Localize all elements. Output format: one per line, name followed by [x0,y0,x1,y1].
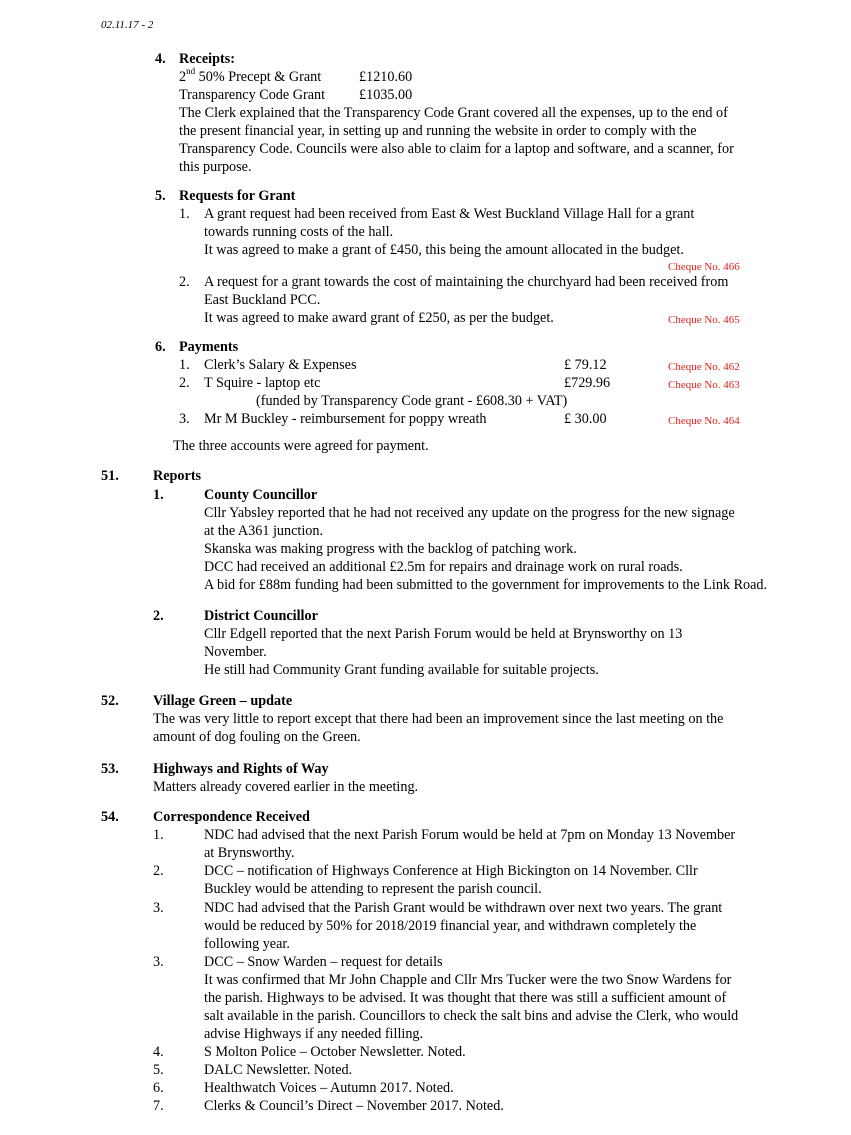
payments-summary: The three accounts were agreed for payment. [173,438,429,454]
correspondence-line: advise Highways if any needed filling. [204,1026,424,1042]
correspondence-line: DCC – Snow Warden – request for details [204,954,443,970]
correspondence-line: DALC Newsletter. Noted. [204,1062,353,1078]
item-number: 4. [153,1044,164,1060]
grant-text: A grant request had been received from East & West Buckland Village Hall for a grant [204,206,695,222]
paragraph-line: the present financial year, in setting up and running the website in order to comply with the [179,123,697,139]
item-number: 6. [153,1080,164,1096]
item-number: 7. [153,1098,164,1114]
item-number: 1. [179,206,190,222]
minute-number: 51. [101,468,119,484]
grant-text: East Buckland PCC. [204,292,321,308]
report-line: Cllr Yabsley reported that he had not received any update on the progress for the new signage [204,505,735,521]
report-line: at the A361 junction. [204,523,323,539]
grant-text: A request for a grant towards the cost of maintaining the churchyard had been received from [204,274,729,290]
correspondence-line: Clerks & Council’s Direct – November 2017. Noted. [204,1098,504,1114]
item-number: 1. [153,827,164,843]
section-number: 4. [155,51,166,67]
paragraph-line: The Clerk explained that the Transparency Code Grant covered all the expenses, up to the end of [179,105,728,121]
payment-label: T Squire - laptop etc [204,375,321,391]
item-number: 2. [153,608,164,624]
item-number: 1. [153,487,164,503]
section-title: Requests for Grant [179,188,296,204]
correspondence-line: S Molton Police – October Newsletter. Noted. [204,1044,466,1060]
subsection-title: County Councillor [204,487,318,503]
cheque-number: Cheque No. 465 [668,314,740,326]
report-line: Cllr Edgell reported that the next Parish Forum would be held at Brynsworthy on 13 [204,626,683,642]
receipt-line-1: 2nd 50% Precept & Grant [179,66,322,85]
paragraph-line: Matters already covered earlier in the meeting. [153,779,419,795]
report-line: November. [204,644,267,660]
correspondence-line: Buckley would be attending to represent the parish council. [204,881,542,897]
paragraph-line: Transparency Code. Councils were also able to claim for a laptop and software, and a scanner, for [179,141,734,157]
cheque-number: Cheque No. 464 [668,415,740,427]
section-title: Payments [179,339,239,355]
correspondence-line: at Brynsworthy. [204,845,295,861]
paragraph-line: amount of dog fouling on the Green. [153,729,361,745]
paragraph-line: The was very little to report except that there had been an improvement since the last meeting on the [153,711,724,727]
item-number: 2. [179,375,190,391]
cheque-number: Cheque No. 463 [668,379,740,391]
item-number: 2. [179,274,190,290]
payment-amount: £729.96 [564,375,611,391]
report-line: DCC had received an additional £2.5m for repairs and drainage work on rural roads. [204,559,683,575]
page-reference: 02.11.17 - 2 [101,19,154,31]
correspondence-line: would be reduced by 50% for 2018/2019 financial year, and withdrawn completely the [204,918,697,934]
payment-label: Clerk’s Salary & Expenses [204,357,357,373]
payment-note: (funded by Transparency Code grant - £608.30 + VAT) [256,393,568,409]
correspondence-line: salt available in the parish. Councillors to check the salt bins and advise the Clerk, who would [204,1008,739,1024]
grant-text: It was agreed to make award grant of £250, as per the budget. [204,310,554,326]
report-line: A bid for £88m funding had been submitted to the government for improvements to the Link Road. [204,577,768,593]
correspondence-line: It was confirmed that Mr John Chapple and Cllr Mrs Tucker were the two Snow Wardens for [204,972,732,988]
cheque-number: Cheque No. 466 [668,261,740,273]
correspondence-line: following year. [204,936,290,952]
item-number: 3. [179,411,190,427]
cheque-number: Cheque No. 462 [668,361,740,373]
section-title: Reports [153,468,202,484]
correspondence-line: NDC had advised that the next Parish Forum would be held at 7pm on Monday 13 November [204,827,736,843]
subsection-title: District Councillor [204,608,318,624]
section-title: Correspondence Received [153,809,310,825]
minute-number: 52. [101,693,119,709]
receipt-amount-1: £1210.60 [359,69,413,85]
grant-text: towards running costs of the hall. [204,224,394,240]
correspondence-line: the parish. Highways to be advised. It was thought that there was still a sufficient amount of [204,990,727,1006]
section-number: 5. [155,188,166,204]
correspondence-line: Healthwatch Voices – Autumn 2017. Noted. [204,1080,454,1096]
payment-amount: £ 30.00 [564,411,607,427]
item-number: 3. [153,954,164,970]
section-number: 6. [155,339,166,355]
item-number: 2. [153,863,164,879]
section-title: Village Green – update [153,693,293,709]
payment-label: Mr M Buckley - reimbursement for poppy wreath [204,411,487,427]
receipt-line-2: Transparency Code Grant [179,87,326,103]
section-title: Receipts: [179,51,235,67]
receipt-amount-2: £1035.00 [359,87,413,103]
correspondence-line: DCC – notification of Highways Conference at High Bickington on 14 November. Cllr [204,863,698,879]
item-number: 5. [153,1062,164,1078]
section-title: Highways and Rights of Way [153,761,329,777]
payment-amount: £ 79.12 [564,357,607,373]
report-line: Skanska was making progress with the backlog of patching work. [204,541,577,557]
item-number: 1. [179,357,190,373]
minute-number: 53. [101,761,119,777]
minute-number: 54. [101,809,119,825]
correspondence-line: NDC had advised that the Parish Grant would be withdrawn over next two years. The grant [204,900,723,916]
grant-text: It was agreed to make a grant of £450, this being the amount allocated in the budget. [204,242,684,258]
paragraph-line: this purpose. [179,159,252,175]
report-line: He still had Community Grant funding available for suitable projects. [204,662,599,678]
item-number: 3. [153,900,164,916]
